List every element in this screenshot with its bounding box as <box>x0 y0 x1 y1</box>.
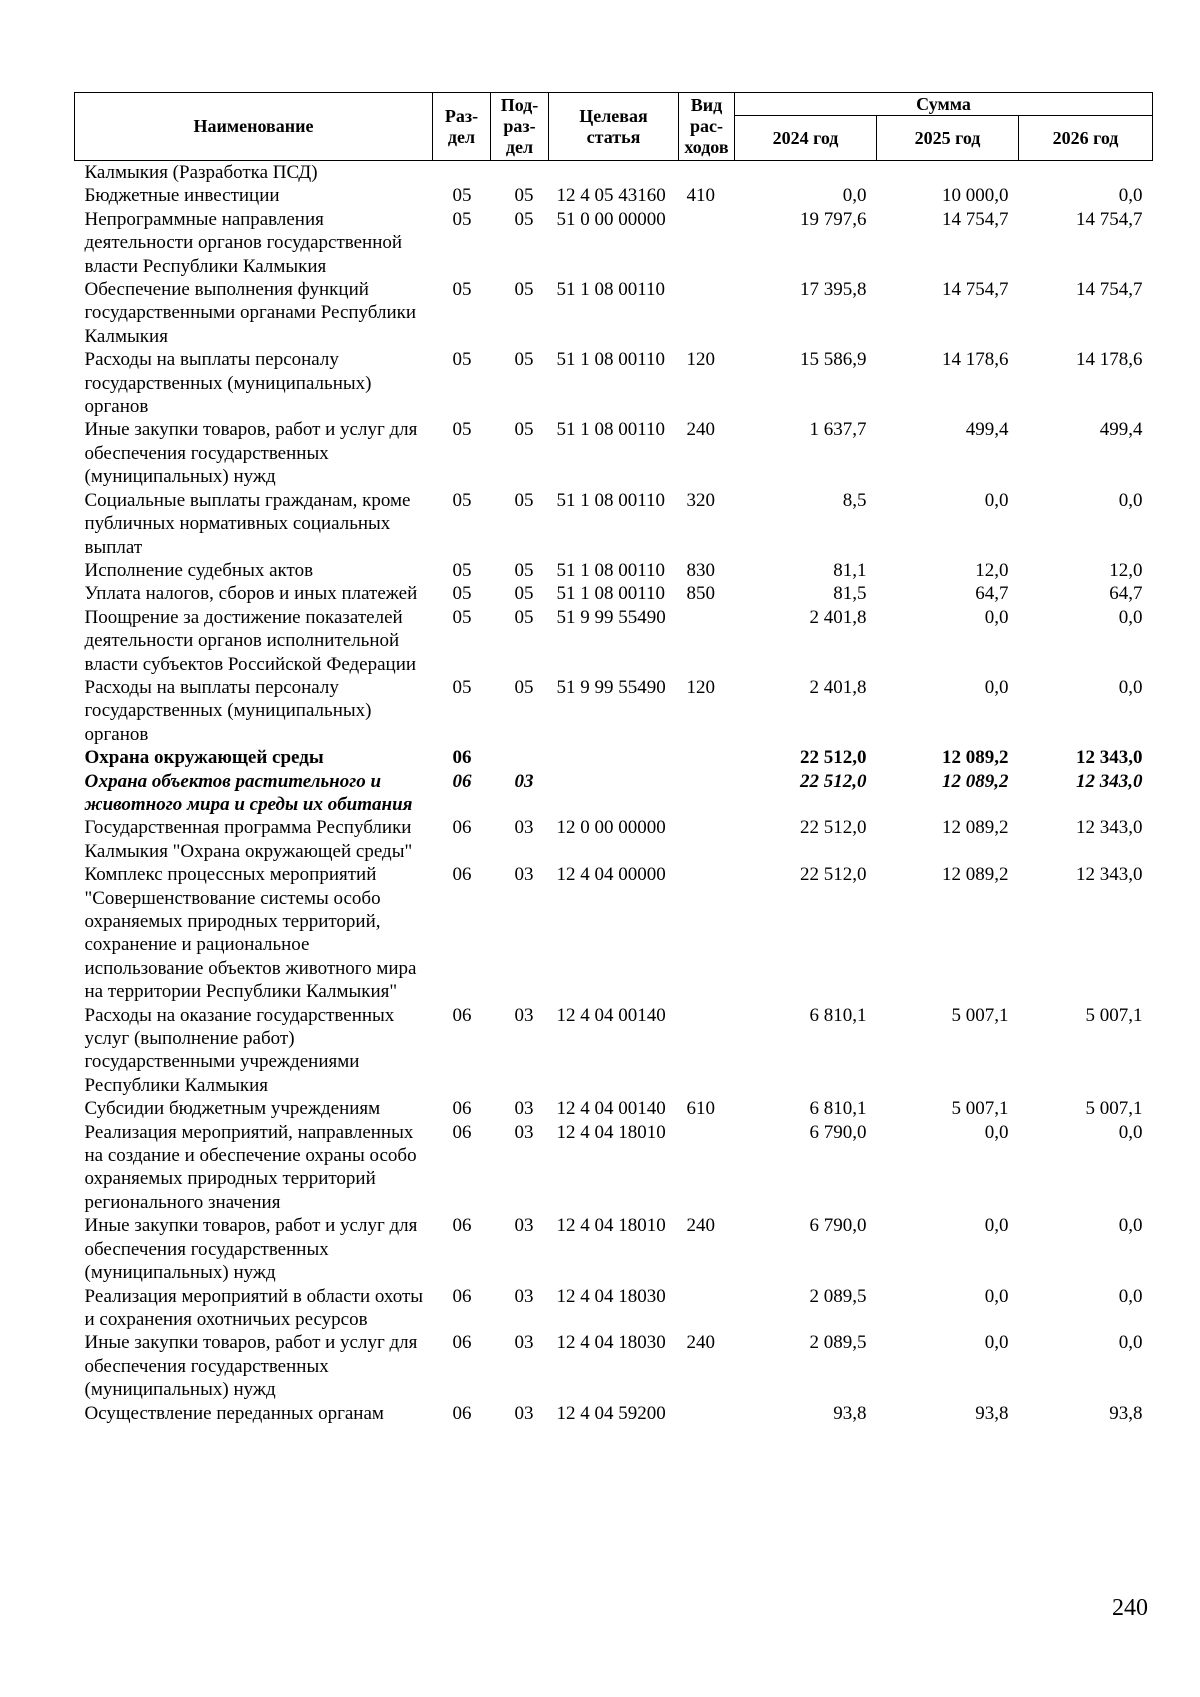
row-podrazdel: 03 <box>514 1215 534 1237</box>
row-vid: 120 <box>686 676 715 698</box>
row-vid: 850 <box>686 583 715 605</box>
row-sum-2026: 5 007,1 <box>1085 1098 1143 1120</box>
table-row <box>75 1331 1153 1401</box>
row-vid: 830 <box>686 559 715 581</box>
row-sum-2024: 19 797,6 <box>800 208 867 230</box>
row-sum-2026: 14 754,7 <box>1076 279 1143 301</box>
row-razdel: 06 <box>452 1004 472 1026</box>
row-name: Калмыкия (Разработка ПСД) <box>84 162 318 183</box>
row-sum-2026: 14 754,7 <box>1076 208 1143 230</box>
table-row <box>75 816 1153 863</box>
row-vid: 610 <box>686 1098 715 1120</box>
row-vid <box>679 746 735 769</box>
row-sum-2024: 6 790,0 <box>809 1121 867 1143</box>
row-sum-2024: 22 512,0 <box>800 770 867 792</box>
row-celevaya <box>549 161 679 185</box>
row-name: Непрограммные направления деятельности органов государственной власти Республики Калмыкия <box>84 208 403 277</box>
row-podrazdel: 03 <box>514 1121 534 1143</box>
table-row <box>75 184 1153 207</box>
table-row <box>75 1097 1153 1120</box>
row-sum-2026: 5 007,1 <box>1085 1004 1143 1026</box>
row-sum-2026: 499,4 <box>1099 419 1143 441</box>
row-name: Обеспечение выполнения функций государственными органами Республики Калмыкия <box>84 279 417 347</box>
row-razdel: 05 <box>452 559 472 581</box>
row-sum-2026: 12 343,0 <box>1076 747 1143 769</box>
table-row <box>75 161 1153 185</box>
row-sum-2025: 0,0 <box>984 1215 1009 1237</box>
row-celevaya: 12 4 04 18030 <box>556 1285 666 1307</box>
header-2024: 2024 год <box>735 116 877 161</box>
table-row <box>75 582 1153 605</box>
row-sum-2024: 6 810,1 <box>809 1098 867 1120</box>
row-podrazdel: 05 <box>514 559 534 581</box>
row-podrazdel: 05 <box>514 489 534 511</box>
row-sum-2026: 0,0 <box>1118 606 1143 628</box>
row-razdel: 06 <box>452 1215 472 1237</box>
header-vid: Вид рас-ходов <box>679 93 735 161</box>
table-row <box>75 1004 1153 1098</box>
row-sum-2025: 12,0 <box>975 559 1009 581</box>
row-name: Субсидии бюджетным учреждениям <box>84 1098 381 1120</box>
row-vid <box>679 770 735 817</box>
row-celevaya: 12 4 04 00140 <box>556 1098 666 1120</box>
row-celevaya: 12 0 00 00000 <box>556 817 666 839</box>
header-name: Наименование <box>75 93 433 161</box>
row-name: Уплата налогов, сборов и иных платежей <box>84 583 418 605</box>
table-row <box>75 418 1153 488</box>
row-celevaya: 12 4 04 00000 <box>556 864 666 886</box>
row-podrazdel: 03 <box>514 1332 534 1354</box>
row-celevaya <box>549 746 679 769</box>
row-sum-2025: 0,0 <box>984 1285 1009 1307</box>
table-row <box>75 770 1153 817</box>
row-celevaya: 51 1 08 00110 <box>556 279 666 301</box>
row-vid <box>679 208 735 278</box>
table-row <box>75 278 1153 348</box>
row-sum-2025: 14 754,7 <box>942 208 1009 230</box>
row-name: Социальные выплаты гражданам, кроме публичных нормативных социальных выплат <box>84 489 411 558</box>
row-sum-2025: 0,0 <box>984 676 1009 698</box>
row-celevaya: 12 4 04 18010 <box>556 1215 666 1237</box>
header-2025: 2025 год <box>877 116 1019 161</box>
row-podrazdel: 03 <box>514 1402 534 1424</box>
row-sum-2024: 81,1 <box>833 559 867 581</box>
table-row <box>75 863 1153 1003</box>
row-sum-2026: 12 343,0 <box>1076 770 1143 792</box>
row-vid <box>679 1285 735 1332</box>
row-sum-2024: 22 512,0 <box>800 747 867 769</box>
table-body <box>75 161 1153 1425</box>
row-celevaya: 51 1 08 00110 <box>556 559 666 581</box>
row-sum-2026: 0,0 <box>1118 489 1143 511</box>
row-sum-2025: 93,8 <box>975 1402 1009 1424</box>
row-sum-2026: 0,0 <box>1118 1121 1143 1143</box>
row-vid <box>679 1121 735 1215</box>
row-podrazdel: 03 <box>514 1004 534 1026</box>
row-sum-2026: 14 178,6 <box>1076 349 1143 371</box>
row-vid: 240 <box>686 1332 715 1354</box>
row-sum-2025: 12 089,2 <box>942 864 1009 886</box>
row-sum-2024: 17 395,8 <box>800 279 867 301</box>
row-celevaya: 51 1 08 00110 <box>556 583 666 605</box>
row-celevaya: 51 9 99 55490 <box>556 676 666 698</box>
row-celevaya <box>549 770 679 817</box>
row-sum-2026: 0,0 <box>1118 676 1143 698</box>
table-row <box>75 1285 1153 1332</box>
row-podrazdel: 05 <box>514 676 534 698</box>
row-razdel: 05 <box>452 208 472 230</box>
row-sum-2026: 93,8 <box>1109 1402 1143 1424</box>
row-celevaya: 51 0 00 00000 <box>556 208 666 230</box>
row-vid: 240 <box>686 419 715 441</box>
row-name: Реализация мероприятий, направленных на создание и обеспечение охраны особо охраняемых природных территорий регионального значения <box>84 1121 417 1213</box>
header-podrazdel: Под-раз-дел <box>491 93 549 161</box>
row-sum-2024: 81,5 <box>833 583 867 605</box>
table-row <box>75 676 1153 746</box>
row-sum-2025 <box>877 161 1019 185</box>
row-podrazdel: 05 <box>514 606 534 628</box>
row-name: Расходы на оказание государственных услуг (выполнение работ) государственными учреждениями Республики Калмыкия <box>84 1004 395 1096</box>
row-razdel: 05 <box>452 676 472 698</box>
row-sum-2026 <box>1019 161 1153 185</box>
row-name: Охрана объектов растительного и животного мира и среды их обитания <box>84 770 413 815</box>
row-razdel: 06 <box>452 817 472 839</box>
row-sum-2024: 8,5 <box>842 489 867 511</box>
row-name: Реализация мероприятий в области охоты и сохранения охотничьих ресурсов <box>84 1285 424 1330</box>
row-name: Бюджетные инвестиции <box>84 185 280 207</box>
row-name: Осуществление переданных органам <box>84 1402 384 1424</box>
table-row <box>75 606 1153 676</box>
row-name: Поощрение за достижение показателей деятельности органов исполнительной власти субъектов Российской Федерации <box>84 606 417 675</box>
header-2026: 2026 год <box>1019 116 1153 161</box>
document-page <box>74 92 1152 1425</box>
row-sum-2025: 5 007,1 <box>951 1004 1009 1026</box>
row-podrazdel: 03 <box>514 1285 534 1307</box>
row-sum-2026: 12,0 <box>1109 559 1143 581</box>
row-razdel: 05 <box>452 489 472 511</box>
table-row <box>75 1121 1153 1215</box>
row-vid <box>679 1004 735 1098</box>
row-celevaya: 12 4 04 00140 <box>556 1004 666 1026</box>
row-razdel: 05 <box>452 606 472 628</box>
row-razdel: 06 <box>452 1402 472 1424</box>
row-sum-2026: 12 343,0 <box>1076 864 1143 886</box>
table-row <box>75 348 1153 418</box>
budget-table <box>74 92 1153 1425</box>
row-podrazdel: 05 <box>514 583 534 605</box>
row-sum-2026: 0,0 <box>1118 185 1143 207</box>
row-sum-2025: 0,0 <box>984 489 1009 511</box>
row-sum-2025: 0,0 <box>984 606 1009 628</box>
row-podrazdel: 03 <box>514 1098 534 1120</box>
row-vid <box>679 278 735 348</box>
row-podrazdel: 05 <box>514 185 534 207</box>
row-vid <box>679 161 735 185</box>
row-razdel: 05 <box>452 419 472 441</box>
header-razdel: Раз-дел <box>433 93 491 161</box>
row-razdel: 05 <box>452 583 472 605</box>
row-celevaya: 12 4 04 18010 <box>556 1121 666 1143</box>
row-sum-2024: 15 586,9 <box>800 349 867 371</box>
row-sum-2024: 0,0 <box>842 185 867 207</box>
row-sum-2024: 2 401,8 <box>809 676 867 698</box>
page-number: 240 <box>1112 1595 1148 1621</box>
row-name: Иные закупки товаров, работ и услуг для обеспечения государственных (муниципальных) нужд <box>84 1332 418 1401</box>
row-name: Охрана окружающей среды <box>84 747 324 769</box>
row-sum-2024: 22 512,0 <box>800 864 867 886</box>
row-razdel: 06 <box>452 1098 472 1120</box>
row-podrazdel: 03 <box>514 864 534 886</box>
row-vid: 320 <box>686 489 715 511</box>
row-name: Расходы на выплаты персоналу государственных (муниципальных) органов <box>84 349 372 418</box>
row-sum-2025: 499,4 <box>965 419 1009 441</box>
row-podrazdel: 03 <box>514 770 534 792</box>
row-vid: 410 <box>686 185 715 207</box>
table-row <box>75 1402 1153 1425</box>
row-razdel <box>433 161 491 185</box>
row-sum-2026: 0,0 <box>1118 1285 1143 1307</box>
row-razdel: 06 <box>452 1121 472 1143</box>
row-razdel: 05 <box>452 185 472 207</box>
row-sum-2025: 14 754,7 <box>942 279 1009 301</box>
row-sum-2025: 64,7 <box>975 583 1009 605</box>
row-sum-2024 <box>735 161 877 185</box>
header-celevaya: Целевая статья <box>549 93 679 161</box>
row-razdel: 06 <box>452 1285 472 1307</box>
row-sum-2026: 0,0 <box>1118 1215 1143 1237</box>
row-celevaya: 12 4 04 59200 <box>556 1402 666 1424</box>
row-sum-2024: 93,8 <box>833 1402 867 1424</box>
row-vid: 240 <box>686 1215 715 1237</box>
row-celevaya: 51 9 99 55490 <box>556 606 666 628</box>
row-sum-2024: 22 512,0 <box>800 817 867 839</box>
table-row <box>75 1214 1153 1284</box>
row-sum-2026: 64,7 <box>1109 583 1143 605</box>
row-vid <box>679 1402 735 1425</box>
row-razdel: 06 <box>452 770 472 792</box>
row-sum-2024: 6 790,0 <box>809 1215 867 1237</box>
row-celevaya: 51 1 08 00110 <box>556 489 666 511</box>
row-podrazdel <box>491 746 549 769</box>
row-sum-2024: 6 810,1 <box>809 1004 867 1026</box>
row-podrazdel: 05 <box>514 208 534 230</box>
row-celevaya: 51 1 08 00110 <box>556 419 666 441</box>
row-podrazdel: 05 <box>514 349 534 371</box>
row-name: Иные закупки товаров, работ и услуг для обеспечения государственных (муниципальных) нужд <box>84 419 418 488</box>
row-sum-2025: 12 089,2 <box>942 747 1009 769</box>
row-sum-2025: 14 178,6 <box>942 349 1009 371</box>
row-vid <box>679 606 735 676</box>
row-razdel: 06 <box>452 747 472 769</box>
row-podrazdel: 03 <box>514 817 534 839</box>
row-vid <box>679 816 735 863</box>
row-razdel: 05 <box>452 349 472 371</box>
row-sum-2025: 12 089,2 <box>942 817 1009 839</box>
table-row <box>75 746 1153 769</box>
header-summa: Сумма <box>735 93 1153 116</box>
row-podrazdel: 05 <box>514 419 534 441</box>
row-name: Государственная программа Республики Калмыкия "Охрана окружающей среды" <box>84 817 413 862</box>
row-name: Расходы на выплаты персоналу государственных (муниципальных) органов <box>84 676 372 745</box>
table-row <box>75 208 1153 278</box>
row-sum-2025: 12 089,2 <box>942 770 1009 792</box>
row-sum-2024: 2 089,5 <box>809 1285 867 1307</box>
row-sum-2025: 0,0 <box>984 1121 1009 1143</box>
row-sum-2024: 2 089,5 <box>809 1332 867 1354</box>
row-name: Иные закупки товаров, работ и услуг для обеспечения государственных (муниципальных) нужд <box>84 1215 418 1284</box>
row-sum-2025: 5 007,1 <box>951 1098 1009 1120</box>
table-header <box>75 93 1153 161</box>
row-vid: 120 <box>686 349 715 371</box>
row-sum-2024: 2 401,8 <box>809 606 867 628</box>
table-row <box>75 559 1153 582</box>
row-name: Комплекс процессных мероприятий "Совершенствование системы особо охраняемых природных территорий, сохранение и рациональное использование объектов животного мира на территории Республики Калмыкия" <box>84 864 417 1003</box>
row-sum-2024: 1 637,7 <box>809 419 867 441</box>
row-podrazdel: 05 <box>514 279 534 301</box>
row-vid <box>679 863 735 1003</box>
row-celevaya: 51 1 08 00110 <box>556 349 666 371</box>
row-sum-2026: 12 343,0 <box>1076 817 1143 839</box>
row-podrazdel <box>491 161 549 185</box>
row-sum-2025: 10 000,0 <box>942 185 1009 207</box>
row-celevaya: 12 4 04 18030 <box>556 1332 666 1354</box>
row-name: Исполнение судебных актов <box>84 559 314 581</box>
table-row <box>75 489 1153 559</box>
row-sum-2025: 0,0 <box>984 1332 1009 1354</box>
row-razdel: 06 <box>452 864 472 886</box>
row-sum-2026: 0,0 <box>1118 1332 1143 1354</box>
row-celevaya: 12 4 05 43160 <box>556 185 666 207</box>
row-razdel: 06 <box>452 1332 472 1354</box>
row-razdel: 05 <box>452 279 472 301</box>
